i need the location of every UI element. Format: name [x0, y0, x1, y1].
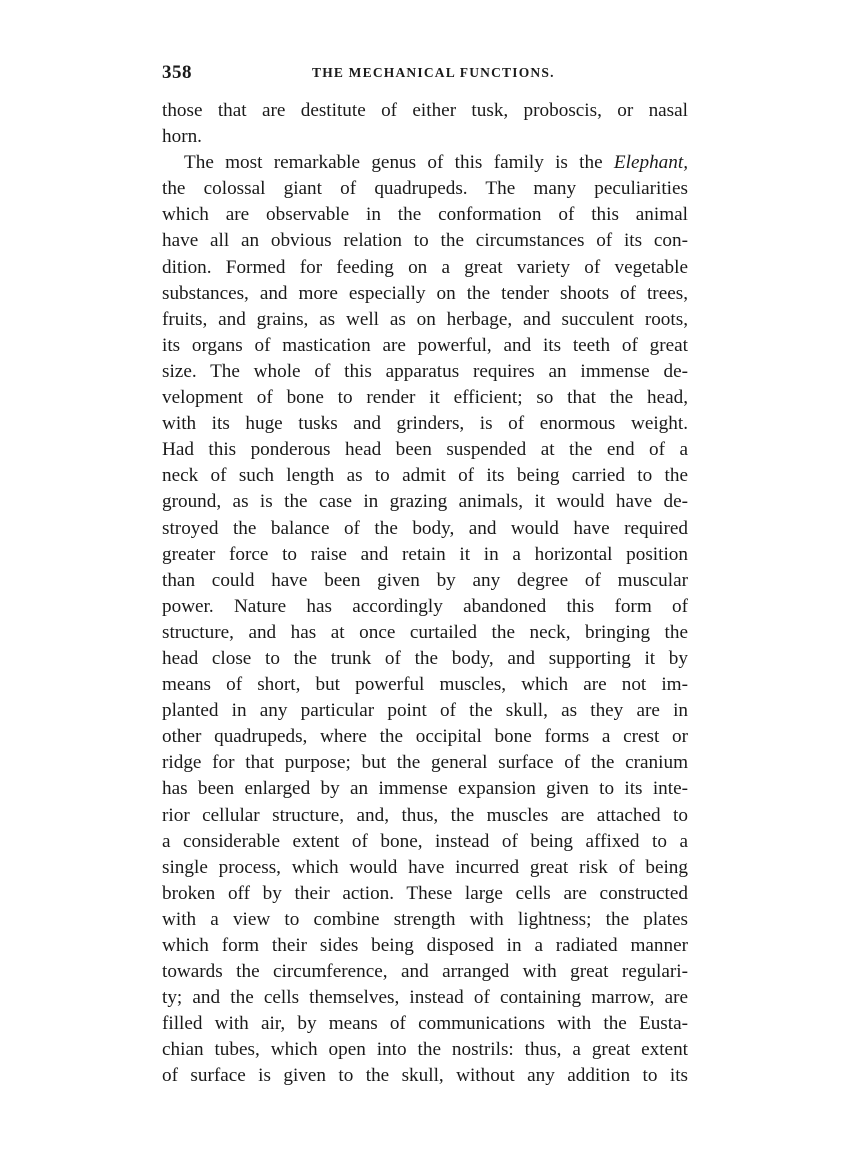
text-line-content: with its huge tusks and grinders, is of enormous weight. [162, 413, 688, 435]
text-line [162, 776, 688, 802]
text-line-content: its organs of mastication are powerful, and its teeth of great [162, 334, 688, 356]
text-line [162, 359, 688, 385]
text-line-content: other quadrupeds, where the occipital bone forms a crest or [162, 726, 688, 748]
text-line [162, 542, 688, 568]
text-line-content: single process, which would have incurred great risk of being [162, 856, 688, 878]
text-line-content: ridge for that purpose; but the general surface of the cranium [162, 752, 688, 774]
page-number: 358 [162, 62, 192, 83]
text-line-content: chian tubes, which open into the nostrils: thus, a great extent [162, 1039, 688, 1061]
body-text [162, 98, 688, 1090]
text-line [162, 1037, 688, 1063]
text-line-content: Had this ponderous head been suspended at the end of a [162, 439, 688, 461]
text-line [162, 959, 688, 985]
text-line-content: broken off by their action. These large cells are constructed [162, 882, 688, 904]
text-line-content: substances, and more especially on the tender shoots of trees, [162, 282, 688, 304]
text-line-content: of surface is given to the skull, without any addition to its [162, 1065, 688, 1087]
text-line-content: head close to the trunk of the body, and supporting it by [162, 647, 688, 669]
text-line [162, 985, 688, 1011]
text-line [162, 228, 688, 254]
text-line-content: The most remarkable genus of this family is the [184, 152, 614, 174]
running-head [162, 62, 688, 86]
text-line [162, 881, 688, 907]
text-line-content: filled with air, by means of communications with the Eusta- [162, 1013, 688, 1035]
text-line-content: fruits, and grains, as well as on herbage, and succulent roots, [162, 308, 688, 330]
text-line-content: a considerable extent of bone, instead of being affixed to a [162, 830, 688, 852]
text-line-content: has been enlarged by an immense expansion given to its inte- [162, 778, 688, 800]
text-line-content: which form their sides being disposed in a radiated manner [162, 935, 688, 956]
text-line-content: dition. Formed for feeding on a great variety of vegetable [162, 256, 688, 278]
text-line-content: which are observable in the conformation of this animal [162, 204, 688, 226]
text-line-content: stroyed the balance of the body, and would have required [162, 517, 688, 539]
text-line [162, 724, 688, 750]
text-line-content: size. The whole of this apparatus requires an immense de- [162, 360, 688, 382]
text-line [162, 829, 688, 855]
text-line-content: those that are destitute of either tusk, proboscis, or nasal [162, 100, 688, 121]
text-line-content: ground, as is the case in grazing animals, it would have de- [162, 491, 688, 513]
text-line-content: the colossal giant of quadrupeds. The many peculiarities [162, 178, 688, 200]
text-line [162, 855, 688, 881]
text-line [162, 672, 688, 698]
text-line-content: than could have been given by any degree of muscular [162, 569, 688, 591]
text-line [162, 463, 688, 489]
text-line [162, 803, 688, 829]
text-line [162, 594, 688, 620]
text-line-content: neck of such length as to admit of its being carried to the [162, 465, 688, 487]
text-line [162, 124, 688, 150]
text-line [162, 255, 688, 281]
text-line [162, 489, 688, 515]
text-line-content: with a view to combine strength with lightness; the plates [162, 908, 688, 930]
text-line-content: planted in any particular point of the skull, as they are in [162, 700, 688, 722]
text-line [162, 333, 688, 359]
italic-genus-name: Elephant, [613, 152, 688, 174]
text-line [162, 516, 688, 542]
text-line [162, 98, 688, 124]
text-line [162, 646, 688, 672]
text-line [162, 568, 688, 594]
text-line-content: horn. [162, 126, 202, 148]
text-line [162, 385, 688, 411]
text-line-content: ty; and the cells themselves, instead of containing marrow, are [162, 987, 688, 1009]
text-line-content: means of short, but powerful muscles, which are not im- [162, 674, 688, 696]
text-line [162, 176, 688, 202]
text-line [162, 698, 688, 724]
text-line-content: rior cellular structure, and, thus, the muscles are attached to [162, 804, 688, 826]
text-line [162, 411, 688, 437]
text-line-content: greater force to raise and retain it in a horizontal position [162, 543, 688, 565]
text-line-content: structure, and has at once curtailed the neck, bringing the [162, 621, 688, 643]
text-line-content: power. Nature has accordingly abandoned this form of [162, 595, 688, 617]
text-line [162, 620, 688, 646]
running-title: THE MECHANICAL FUNCTIONS. [312, 65, 555, 80]
text-line [162, 307, 688, 333]
text-line-content: have all an obvious relation to the circumstances of its con- [162, 230, 688, 252]
text-line [162, 202, 688, 228]
text-line [162, 1063, 688, 1089]
text-line [162, 281, 688, 307]
text-line [162, 750, 688, 776]
text-line [162, 437, 688, 463]
text-line [162, 150, 688, 176]
text-line-content: velopment of bone to render it efficient; so that the head, [162, 387, 688, 409]
text-line-content: towards the circumference, and arranged with great regulari- [162, 961, 688, 983]
text-line [162, 933, 688, 959]
text-line [162, 1011, 688, 1037]
text-line [162, 907, 688, 933]
